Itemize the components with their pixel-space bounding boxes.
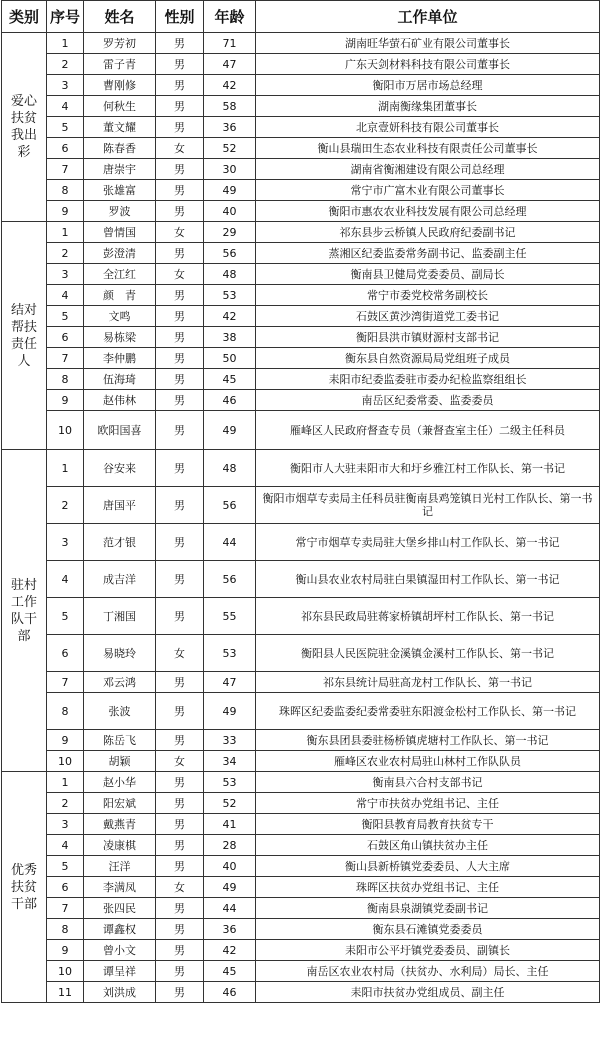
age-cell: 52 — [204, 793, 256, 814]
name-cell: 赵伟林 — [84, 390, 156, 411]
number-cell: 5 — [47, 856, 84, 877]
number-cell: 6 — [47, 327, 84, 348]
number-cell: 8 — [47, 919, 84, 940]
work-unit-cell: 南岳区农业农村局（扶贫办、水利局）局长、主任 — [256, 961, 600, 982]
gender-cell: 男 — [156, 793, 204, 814]
work-unit-cell: 祁东县民政局驻蒋家桥镇胡坪村工作队长、第一书记 — [256, 598, 600, 635]
age-cell: 56 — [204, 243, 256, 264]
gender-cell: 女 — [156, 751, 204, 772]
number-cell: 6 — [47, 138, 84, 159]
table-row — [2, 138, 600, 159]
age-cell: 49 — [204, 877, 256, 898]
category-label: 结对帮扶责任人 — [10, 302, 37, 369]
work-unit-cell: 衡南县六合村支部书记 — [256, 772, 600, 793]
number-cell: 5 — [47, 117, 84, 138]
age-cell: 56 — [204, 561, 256, 598]
age-cell: 38 — [204, 327, 256, 348]
header-age: 年龄 — [204, 1, 256, 33]
header-row — [2, 1, 600, 33]
table-row — [2, 180, 600, 201]
gender-cell: 男 — [156, 369, 204, 390]
table-row — [2, 201, 600, 222]
name-cell: 曾小文 — [84, 940, 156, 961]
number-cell: 3 — [47, 264, 84, 285]
table-row — [2, 693, 600, 730]
work-unit-cell: 衡东县石滩镇党委委员 — [256, 919, 600, 940]
table-row — [2, 814, 600, 835]
name-cell: 张四民 — [84, 898, 156, 919]
number-cell: 9 — [47, 201, 84, 222]
number-cell: 8 — [47, 693, 84, 730]
gender-cell: 男 — [156, 285, 204, 306]
number-cell: 8 — [47, 369, 84, 390]
table-row — [2, 411, 600, 450]
age-cell: 45 — [204, 369, 256, 390]
table-row — [2, 264, 600, 285]
number-cell: 6 — [47, 635, 84, 672]
age-cell: 34 — [204, 751, 256, 772]
number-cell: 2 — [47, 243, 84, 264]
category-label: 爱心扶贫我出彩 — [10, 94, 37, 160]
work-unit-cell: 耒阳市扶贫办党组成员、副主任 — [256, 982, 600, 1003]
table-row — [2, 856, 600, 877]
gender-cell: 男 — [156, 327, 204, 348]
table-row — [2, 877, 600, 898]
number-cell: 4 — [47, 285, 84, 306]
name-cell: 何秋生 — [84, 96, 156, 117]
name-cell: 成吉洋 — [84, 561, 156, 598]
age-cell: 29 — [204, 222, 256, 243]
work-unit-cell: 湖南省衡湘建设有限公司总经理 — [256, 159, 600, 180]
header-number: 序号 — [47, 1, 84, 33]
gender-cell: 男 — [156, 411, 204, 450]
table-row — [2, 348, 600, 369]
gender-cell: 男 — [156, 306, 204, 327]
work-unit-cell: 常宁市广富木业有限公司董事长 — [256, 180, 600, 201]
table-row — [2, 390, 600, 411]
age-cell: 42 — [204, 306, 256, 327]
number-cell: 7 — [47, 348, 84, 369]
table-row — [2, 982, 600, 1003]
age-cell: 49 — [204, 693, 256, 730]
name-cell: 曹刚修 — [84, 75, 156, 96]
name-cell: 董文耀 — [84, 117, 156, 138]
number-cell: 1 — [47, 772, 84, 793]
gender-cell: 男 — [156, 919, 204, 940]
number-cell: 8 — [47, 180, 84, 201]
work-unit-cell: 湖南衡缘集团董事长 — [256, 96, 600, 117]
age-cell: 47 — [204, 54, 256, 75]
table-row — [2, 285, 600, 306]
name-cell: 刘洪成 — [84, 982, 156, 1003]
gender-cell: 男 — [156, 75, 204, 96]
work-unit-cell: 衡阳市人大驻耒阳市大和圩乡雅江村工作队长、第一书记 — [256, 450, 600, 487]
age-cell: 41 — [204, 814, 256, 835]
table-row — [2, 243, 600, 264]
table-row — [2, 793, 600, 814]
table-row — [2, 33, 600, 54]
gender-cell: 男 — [156, 243, 204, 264]
gender-cell: 男 — [156, 561, 204, 598]
category-cell — [2, 222, 47, 450]
name-cell: 欧阳国喜 — [84, 411, 156, 450]
gender-cell: 女 — [156, 635, 204, 672]
number-cell: 10 — [47, 751, 84, 772]
work-unit-cell: 衡阳县教育局教育扶贫专干 — [256, 814, 600, 835]
work-unit-cell: 衡山县新桥镇党委委员、人大主席 — [256, 856, 600, 877]
header-gender: 性别 — [156, 1, 204, 33]
work-unit-cell: 衡东县自然资源局局党组班子成员 — [256, 348, 600, 369]
gender-cell: 男 — [156, 201, 204, 222]
category-label: 优秀扶贫干部 — [10, 862, 37, 912]
age-cell: 40 — [204, 201, 256, 222]
work-unit-cell: 珠晖区纪委监委纪委常委驻东阳渡金松村工作队长、第一书记 — [256, 693, 600, 730]
table-row — [2, 450, 600, 487]
gender-cell: 男 — [156, 693, 204, 730]
number-cell: 5 — [47, 306, 84, 327]
name-cell: 陈春香 — [84, 138, 156, 159]
number-cell: 7 — [47, 672, 84, 693]
gender-cell: 女 — [156, 222, 204, 243]
work-unit-cell: 衡山县瑞田生态农业科技有限责任公司董事长 — [256, 138, 600, 159]
number-cell: 4 — [47, 96, 84, 117]
number-cell: 7 — [47, 159, 84, 180]
table-row — [2, 54, 600, 75]
gender-cell: 男 — [156, 54, 204, 75]
work-unit-cell: 衡东县团县委驻杨桥镇虎塘村工作队长、第一书记 — [256, 730, 600, 751]
table-row — [2, 598, 600, 635]
gender-cell: 女 — [156, 877, 204, 898]
gender-cell: 男 — [156, 835, 204, 856]
work-unit-cell: 广东天剑材料科技有限公司董事长 — [256, 54, 600, 75]
age-cell: 50 — [204, 348, 256, 369]
number-cell: 2 — [47, 54, 84, 75]
number-cell: 1 — [47, 450, 84, 487]
age-cell: 53 — [204, 772, 256, 793]
work-unit-cell: 蒸湘区纪委监委常务副书记、监委副主任 — [256, 243, 600, 264]
name-cell: 伍海琦 — [84, 369, 156, 390]
name-cell: 李仲鹏 — [84, 348, 156, 369]
category-cell — [2, 33, 47, 222]
age-cell: 53 — [204, 285, 256, 306]
gender-cell: 男 — [156, 159, 204, 180]
number-cell: 5 — [47, 598, 84, 635]
name-cell: 易晓玲 — [84, 635, 156, 672]
age-cell: 58 — [204, 96, 256, 117]
gender-cell: 女 — [156, 264, 204, 285]
number-cell: 1 — [47, 33, 84, 54]
work-unit-cell: 祁东县步云桥镇人民政府纪委副书记 — [256, 222, 600, 243]
table-row — [2, 561, 600, 598]
work-unit-cell: 石鼓区黄沙湾街道党工委书记 — [256, 306, 600, 327]
gender-cell: 男 — [156, 33, 204, 54]
table-row — [2, 751, 600, 772]
name-cell: 邓云鸿 — [84, 672, 156, 693]
number-cell: 4 — [47, 561, 84, 598]
age-cell: 36 — [204, 117, 256, 138]
work-unit-cell: 常宁市烟草专卖局驻大堡乡排山村工作队长、第一书记 — [256, 524, 600, 561]
age-cell: 46 — [204, 982, 256, 1003]
name-cell: 唐国平 — [84, 487, 156, 524]
work-unit-cell: 耒阳市纪委监委驻市委办纪检监察组组长 — [256, 369, 600, 390]
table-row — [2, 919, 600, 940]
name-cell: 易栋梁 — [84, 327, 156, 348]
name-cell: 谷安来 — [84, 450, 156, 487]
gender-cell: 男 — [156, 940, 204, 961]
age-cell: 55 — [204, 598, 256, 635]
name-cell: 曾情国 — [84, 222, 156, 243]
table-row — [2, 487, 600, 524]
age-cell: 40 — [204, 856, 256, 877]
gender-cell: 男 — [156, 814, 204, 835]
honor-roll-table — [1, 0, 600, 1003]
work-unit-cell: 湖南旺华萤石矿业有限公司董事长 — [256, 33, 600, 54]
category-cell — [2, 772, 47, 1003]
table-row — [2, 117, 600, 138]
name-cell: 陈岳飞 — [84, 730, 156, 751]
age-cell: 46 — [204, 390, 256, 411]
header-work-unit: 工作单位 — [256, 1, 600, 33]
table-row — [2, 75, 600, 96]
work-unit-cell: 衡阳县洪市镇财源村支部书记 — [256, 327, 600, 348]
header-category: 类别 — [2, 1, 47, 33]
work-unit-cell: 衡南县卫健局党委委员、副局长 — [256, 264, 600, 285]
work-unit-cell: 常宁市委党校常务副校长 — [256, 285, 600, 306]
name-cell: 全江红 — [84, 264, 156, 285]
table-row — [2, 961, 600, 982]
work-unit-cell: 南岳区纪委常委、监委委员 — [256, 390, 600, 411]
name-cell: 谭鑫权 — [84, 919, 156, 940]
name-cell: 雷子青 — [84, 54, 156, 75]
table-row — [2, 222, 600, 243]
age-cell: 45 — [204, 961, 256, 982]
number-cell: 10 — [47, 411, 84, 450]
number-cell: 1 — [47, 222, 84, 243]
number-cell: 6 — [47, 877, 84, 898]
gender-cell: 男 — [156, 390, 204, 411]
name-cell: 谭呈祥 — [84, 961, 156, 982]
gender-cell: 男 — [156, 898, 204, 919]
work-unit-cell: 珠晖区扶贫办党组书记、主任 — [256, 877, 600, 898]
age-cell: 48 — [204, 264, 256, 285]
age-cell: 48 — [204, 450, 256, 487]
table-row — [2, 772, 600, 793]
number-cell: 11 — [47, 982, 84, 1003]
number-cell: 2 — [47, 793, 84, 814]
number-cell: 4 — [47, 835, 84, 856]
table-row — [2, 730, 600, 751]
number-cell: 10 — [47, 961, 84, 982]
table-row — [2, 369, 600, 390]
name-cell: 张雄富 — [84, 180, 156, 201]
name-cell: 凌康棋 — [84, 835, 156, 856]
age-cell: 33 — [204, 730, 256, 751]
work-unit-cell: 衡阳县人民医院驻金溪镇金溪村工作队长、第一书记 — [256, 635, 600, 672]
name-cell: 范才银 — [84, 524, 156, 561]
age-cell: 28 — [204, 835, 256, 856]
age-cell: 42 — [204, 940, 256, 961]
number-cell: 2 — [47, 487, 84, 524]
work-unit-cell: 雁峰区农业农村局驻山林村工作队队员 — [256, 751, 600, 772]
table-row — [2, 327, 600, 348]
gender-cell: 男 — [156, 487, 204, 524]
number-cell: 7 — [47, 898, 84, 919]
work-unit-cell: 衡山县农业农村局驻白果镇湿田村工作队长、第一书记 — [256, 561, 600, 598]
work-unit-cell: 雁峰区人民政府督查专员（兼督查室主任）二级主任科员 — [256, 411, 600, 450]
gender-cell: 男 — [156, 180, 204, 201]
age-cell: 42 — [204, 75, 256, 96]
table-row — [2, 940, 600, 961]
work-unit-cell: 衡南县泉湖镇党委副书记 — [256, 898, 600, 919]
name-cell: 文鸣 — [84, 306, 156, 327]
gender-cell: 男 — [156, 450, 204, 487]
table-row — [2, 672, 600, 693]
gender-cell: 男 — [156, 961, 204, 982]
age-cell: 36 — [204, 919, 256, 940]
age-cell: 52 — [204, 138, 256, 159]
name-cell: 阳宏斌 — [84, 793, 156, 814]
name-cell: 丁湘国 — [84, 598, 156, 635]
number-cell: 3 — [47, 524, 84, 561]
header-name: 姓名 — [84, 1, 156, 33]
name-cell: 胡颖 — [84, 751, 156, 772]
name-cell: 汪洋 — [84, 856, 156, 877]
name-cell: 赵小华 — [84, 772, 156, 793]
age-cell: 49 — [204, 180, 256, 201]
work-unit-cell: 北京壹妍科技有限公司董事长 — [256, 117, 600, 138]
name-cell: 罗芳初 — [84, 33, 156, 54]
gender-cell: 男 — [156, 117, 204, 138]
category-label: 驻村工作队干部 — [10, 577, 37, 644]
work-unit-cell: 衡阳市万居市场总经理 — [256, 75, 600, 96]
age-cell: 30 — [204, 159, 256, 180]
work-unit-cell: 耒阳市公平圩镇党委委员、副镇长 — [256, 940, 600, 961]
age-cell: 56 — [204, 487, 256, 524]
number-cell: 9 — [47, 730, 84, 751]
work-unit-cell: 衡阳市惠农农业科技发展有限公司总经理 — [256, 201, 600, 222]
table-row — [2, 159, 600, 180]
name-cell: 颜 青 — [84, 285, 156, 306]
gender-cell: 男 — [156, 856, 204, 877]
age-cell: 47 — [204, 672, 256, 693]
gender-cell: 男 — [156, 598, 204, 635]
age-cell: 53 — [204, 635, 256, 672]
name-cell: 戴燕青 — [84, 814, 156, 835]
gender-cell: 男 — [156, 96, 204, 117]
name-cell: 张波 — [84, 693, 156, 730]
number-cell: 3 — [47, 75, 84, 96]
table-row — [2, 524, 600, 561]
gender-cell: 男 — [156, 672, 204, 693]
gender-cell: 男 — [156, 772, 204, 793]
category-cell — [2, 450, 47, 772]
number-cell: 9 — [47, 940, 84, 961]
name-cell: 李满凤 — [84, 877, 156, 898]
table-row — [2, 898, 600, 919]
name-cell: 唐崇宇 — [84, 159, 156, 180]
age-cell: 71 — [204, 33, 256, 54]
table-row — [2, 96, 600, 117]
gender-cell: 男 — [156, 524, 204, 561]
gender-cell: 男 — [156, 982, 204, 1003]
gender-cell: 女 — [156, 138, 204, 159]
number-cell: 3 — [47, 814, 84, 835]
work-unit-cell: 祁东县统计局驻高龙村工作队长、第一书记 — [256, 672, 600, 693]
table-row — [2, 835, 600, 856]
work-unit-cell: 衡阳市烟草专卖局主任科员驻衡南县鸡笼镇日光村工作队长、第一书记 — [256, 487, 600, 524]
age-cell: 44 — [204, 898, 256, 919]
age-cell: 49 — [204, 411, 256, 450]
number-cell: 9 — [47, 390, 84, 411]
name-cell: 罗波 — [84, 201, 156, 222]
name-cell: 彭澄清 — [84, 243, 156, 264]
age-cell: 44 — [204, 524, 256, 561]
table-row — [2, 306, 600, 327]
gender-cell: 男 — [156, 348, 204, 369]
gender-cell: 男 — [156, 730, 204, 751]
work-unit-cell: 常宁市扶贫办党组书记、主任 — [256, 793, 600, 814]
table-row — [2, 635, 600, 672]
work-unit-cell: 石鼓区角山镇扶贫办主任 — [256, 835, 600, 856]
